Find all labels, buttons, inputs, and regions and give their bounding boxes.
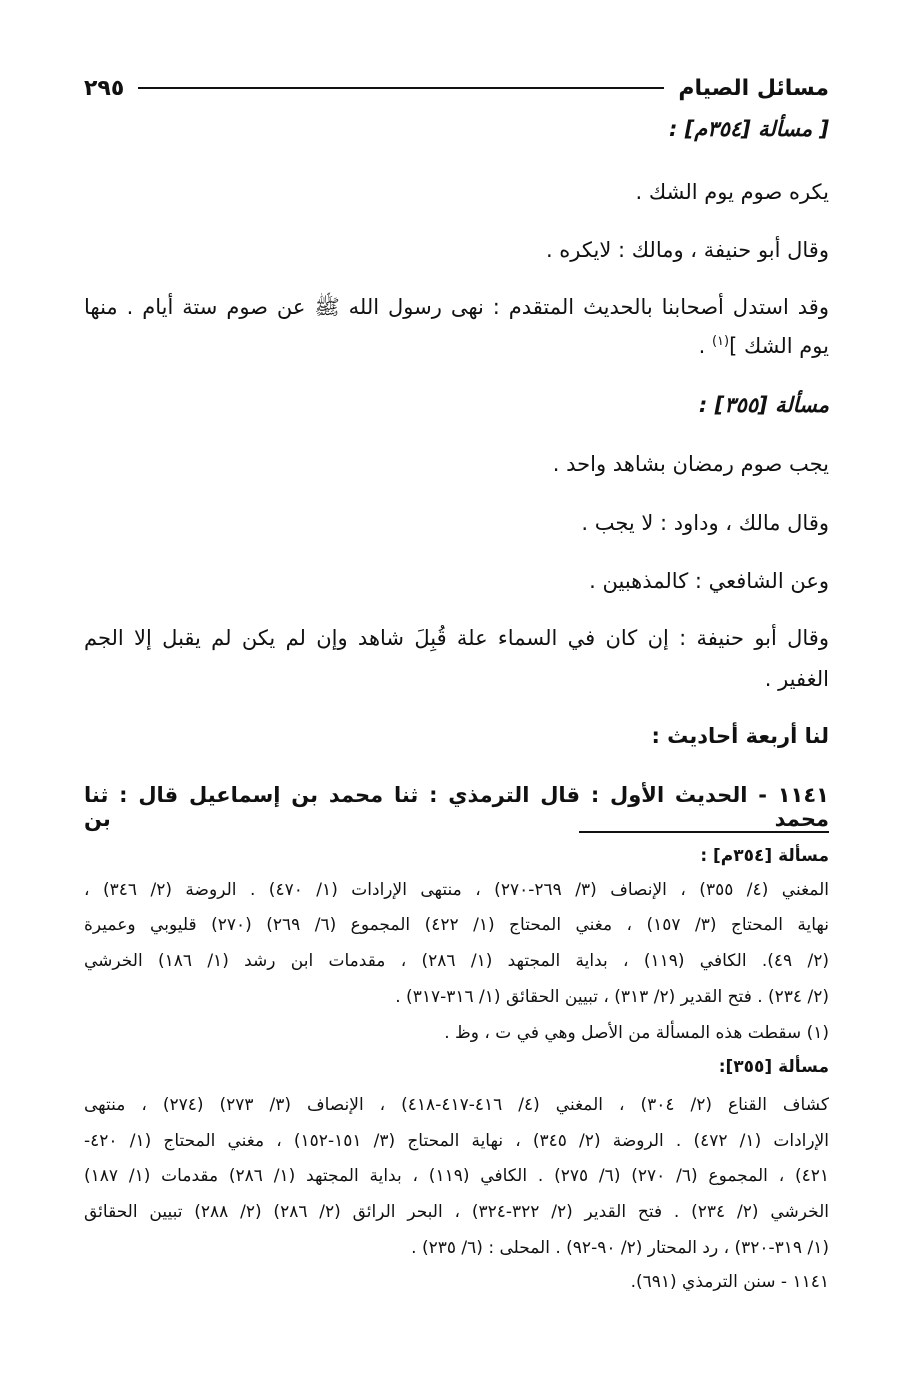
page-number: ٢٩٥ [84,75,125,101]
issue-355-heading: مسألة [٣٥٥] : [698,393,829,417]
issue-354-paragraph-3-line-1: وقد استدل أصحابنا بالحديث المتقدم : نهى رسول الله ﷺ عن صوم ستة أيام . منها [84,295,829,319]
footnote-355-line-1: كشاف القناع (٢/ ٣٠٤) ، المغني (٤/ ٤١٦-٤١٧-٤١٨) ، الإنصاف (٣/ ٢٧٣) (٢٧٤) ، منتهى [84,1095,829,1115]
footnote-ref-1: (١) [711,334,730,349]
issue-355-paragraph-4-line-1: وقال أبو حنيفة : إن كان في السماء علة قُبِلَ شاهد وإن لم يكن لم يقبل إلا الجم [84,626,829,650]
footnote-1141: ١١٤١ - سنن الترمذي (٦٩١). [630,1272,829,1292]
issue-354-paragraph-3-line-2 [84,334,829,358]
footnote-354-line-4: (٢/ ٢٣٤) . فتح القدير (٢/ ٣١٣) ، تبيين الحقائق (١/ ٣١٦-٣١٧) . [395,987,829,1007]
issue-354-paragraph-1: يكره صوم يوم الشك . [635,180,829,204]
footnote-355-line-2: الإرادات (١/ ٤٧٢) . الروضة (٢/ ٣٤٥) ، نهاية المحتاج (٣/ ١٥١-١٥٢) ، مغني المحتاج (١/ ٤٢٠- [84,1131,829,1151]
issue-354-paragraph-3-end: . [698,334,712,358]
footnote-355-line-5: (١/ ٣١٩-٣٢٠) ، رد المحتار (٢/ ٩٠-٩٢) . المحلى : (٦/ ٢٣٥) . [411,1238,829,1258]
footnote-separator [579,831,829,833]
issue-355-paragraph-5: لنا أربعة أحاديث : [651,724,829,748]
issue-355-paragraph-2: وقال مالك ، وداود : لا يجب . [581,511,829,535]
issue-355-paragraph-1: يجب صوم رمضان بشاهد واحد . [552,452,829,476]
footnote-1: (١) سقطت هذه المسألة من الأصل وهي في ت ، وظ . [444,1023,829,1043]
footnote-354-heading: مسألة [٣٥٤م] : [700,846,829,866]
header-rule [138,87,664,89]
footnote-355-line-3: ٤٢١) ، المجموع (٦/ ٢٧٠) (٦/ ٢٧٥) . الكافي (١١٩) ، بداية المجتهد (١/ ٢٨٦) مقدمات (١/ ١٨٧) [84,1166,830,1186]
hadith-1141-line: ١١٤١ - الحديث الأول : قال الترمذي : ثنا محمد بن إسماعيل قال : ثنا محمد بن [84,783,829,831]
footnote-355-line-4: الخرشي (٢/ ٢٣٤) . فتح القدير (٢/ ٣٢٢-٣٢٤) ، البحر الرائق (٢/ ٢٨٦) (٢/ ٢٨٨) تبيين الحقائق [84,1202,829,1222]
footnote-354-line-3: (٢/ ٤٩). الكافي (١١٩) ، بداية المجتهد (١/ ٢٨٦) ، مقدمات ابن رشد (١/ ١٨٦) الخرشي [84,951,829,971]
issue-354-paragraph-3-text: يوم الشك ] [729,334,829,358]
book-title: مسائل الصيام [678,75,829,101]
footnote-355-heading: مسألة [٣٥٥]: [718,1057,829,1077]
footnote-354-line-2: نهاية المحتاج (٣/ ١٥٧) ، مغني المحتاج (١/ ٤٢٢) المجموع (٦/ ٢٦٩) (٢٧٠) قليوبي وعميرة [84,915,829,935]
issue-355-paragraph-3: وعن الشافعي : كالمذهبين . [589,569,829,593]
footnote-354-line-1: المغني (٤/ ٣٥٥) ، الإنصاف (٣/ ٢٦٩-٢٧٠) ، منتهى الإرادات (١/ ٤٧٠) . الروضة (٢/ ٣٤٦) ، [84,880,830,900]
issue-354-heading: [ مسألة [٣٥٤م] : [668,117,829,141]
running-header [84,68,829,108]
issue-355-paragraph-4-line-2: الغفير . [764,667,829,691]
issue-354-paragraph-2: وقال أبو حنيفة ، ومالك : لايكره . [545,238,829,262]
